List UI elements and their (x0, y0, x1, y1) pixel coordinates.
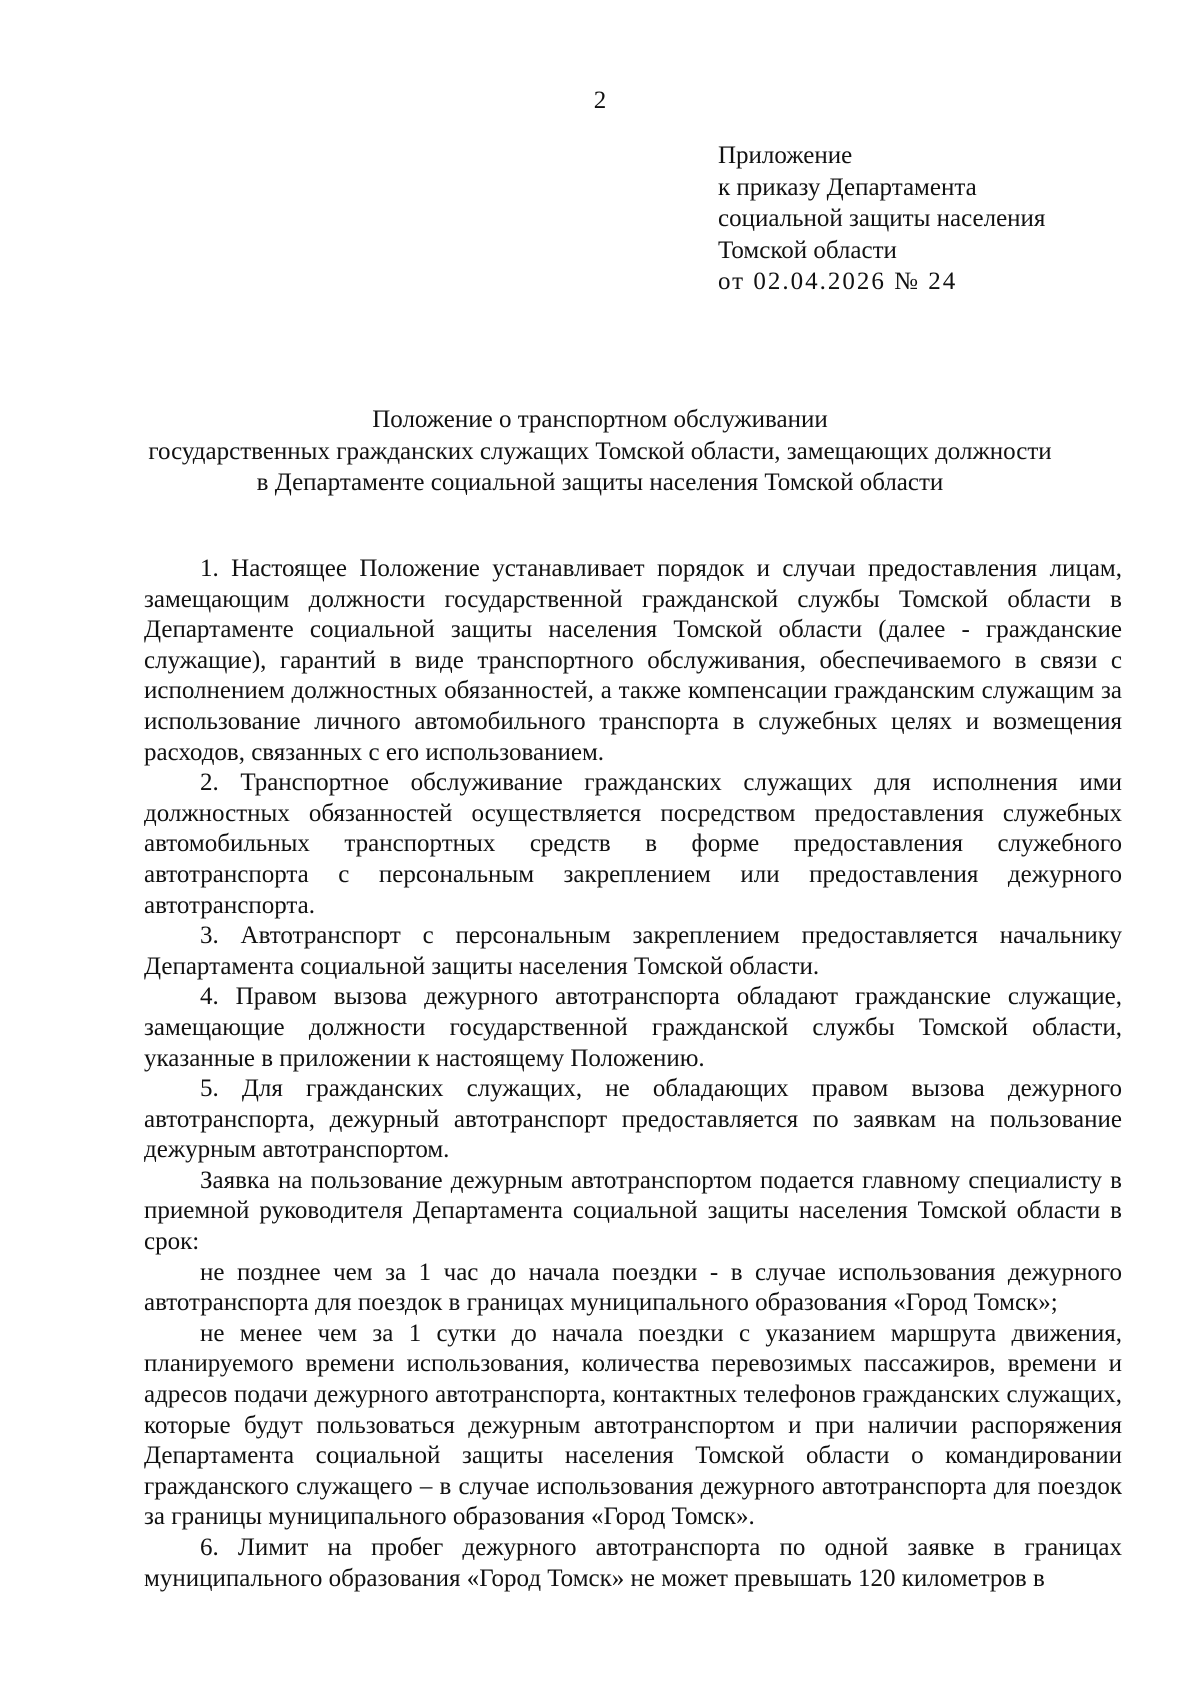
appendix-line: Приложение (718, 142, 853, 169)
paragraph: 1. Настоящее Положение устанавливает порядок и случаи предоставления лицам, замещающим должности государственной гражданской службы Томской области в Департаменте социальной защиты населения Томской области (далее - гражданские служащие), гарантий в виде транспортного обслуживания, обеспечиваемого в связи с исполнением должностных обязанностей, а также компенсации гражданским служащим за использование личного автомобильного транспорта в служебных целях и возмещения расходов, связанных с его использованием. (144, 555, 1122, 766)
paragraph: 4. Правом вызова дежурного автотранспорта обладают гражданские служащие, замещающие должности государственной гражданской службы Томской области, указанные в приложении к настоящему Положению. (144, 983, 1122, 1072)
appendix-line: социальной защиты населения (718, 205, 1046, 232)
page-number: 2 (593, 87, 607, 114)
paragraph: Заявка на пользование дежурным автотранспортом подается главному специалисту в приемной руководителя Департамента социальной защиты населения Томской области в срок: (144, 1166, 1122, 1256)
title-line: Положение о транспортном обслуживании (372, 406, 828, 433)
paragraph: 6. Лимит на пробег дежурного автотранспорта по одной заявке в границах муниципального образования «Город Томск» не может превышать 120 километров в (144, 1534, 1122, 1592)
title-line: государственных гражданских служащих Томской области, замещающих должности (148, 437, 1052, 465)
appendix-line: к приказу Департамента (718, 173, 977, 201)
paragraph: 2. Транспортное обслуживание гражданских служащих для исполнения ими должностных обязанностей осуществляется посредством предоставления служебных автомобильных транспортных средств в форме предоставления служебного автотранспорта с персональным закреплением или предоставления дежурного автотранспорта. (144, 769, 1122, 919)
appendix-header (718, 140, 1045, 298)
title-line: в Департаменте социальной защиты населения Томской области (256, 469, 944, 496)
paragraph: не позднее чем за 1 час до начала поездки - в случае использования дежурного автотранспорта для поездок в границах муниципального образования «Город Томск»; (144, 1258, 1122, 1317)
appendix-order-number: от 02.04.2026 № 24 (718, 268, 958, 295)
paragraph: 5. Для гражданских служащих, не обладающих правом вызова дежурного автотранспорта, дежурный автотранспорт предоставляется по заявкам на пользование дежурным автотранспортом. (144, 1075, 1122, 1164)
document-title (100, 404, 1100, 499)
paragraph: не менее чем за 1 сутки до начала поездки с указанием маршрута движения, планируемого времени использования, количества перевозимых пассажиров, времени и адресов подачи дежурного автотранспорта, контактных телефонов гражданских служащих, которые будут пользоваться дежурным автотранспортом и при наличии распоряжения Департамента социальной защиты населения Томской области о командировании гражданского служащего – в случае использования дежурного автотранспорта для поездок за границы муниципального образования «Город Томск». (144, 1319, 1122, 1531)
paragraph: 3. Автотранспорт с персональным закреплением предоставляется начальнику Департамента социальной защиты населения Томской области. (144, 922, 1122, 980)
appendix-line: Томской области (718, 236, 897, 264)
document-body (144, 554, 1122, 1594)
